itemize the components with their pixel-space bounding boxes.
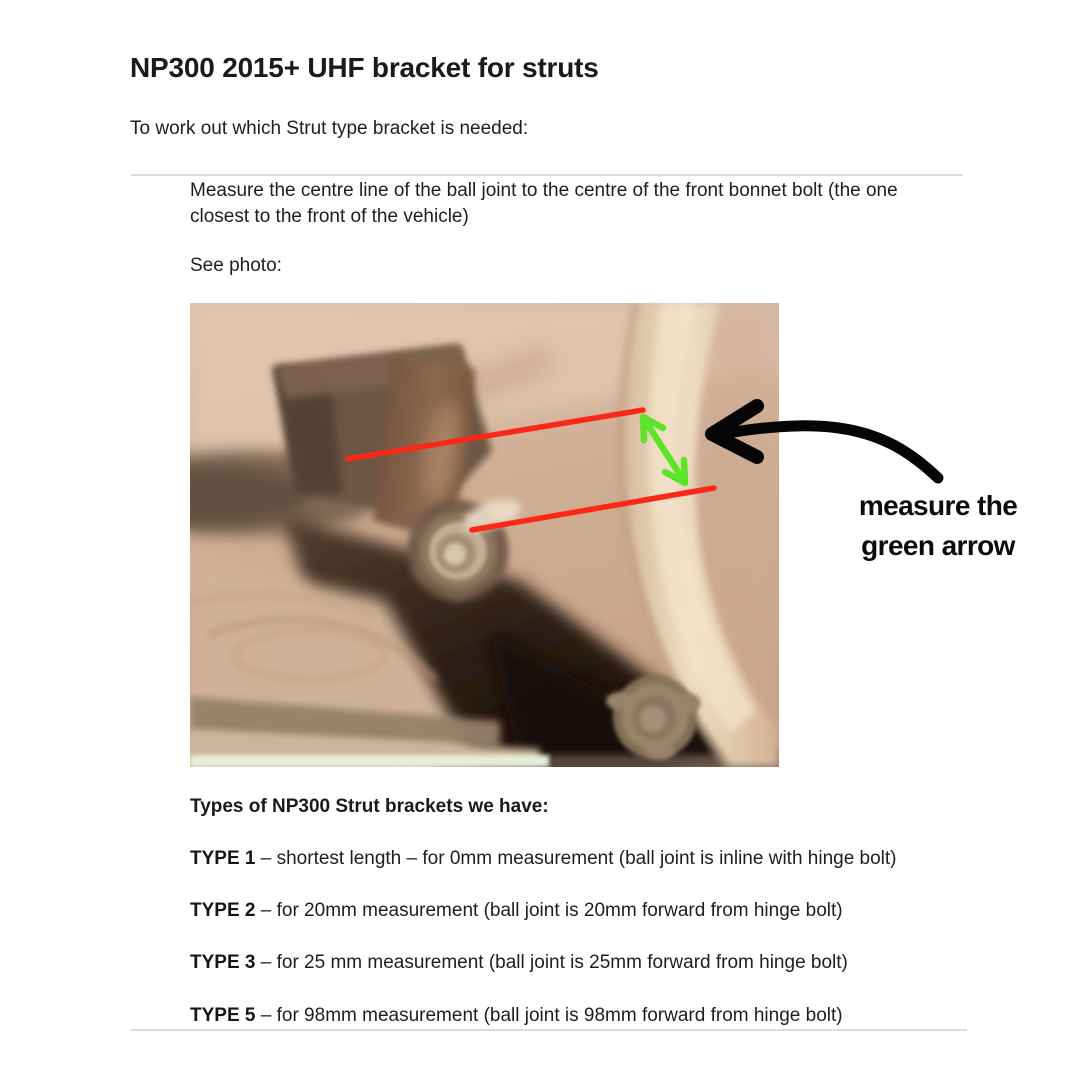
type-3-description: – for 25 mm measurement (ball joint is 25mm forward from hinge bolt): [255, 952, 848, 973]
instruction-paragraph: [190, 178, 898, 230]
strut-photo: [190, 303, 779, 767]
measure-caption: [828, 486, 1048, 566]
divider-top: [131, 174, 963, 176]
photo-green-strip: [190, 755, 550, 767]
type-row-1: [190, 848, 897, 870]
type-1-label: TYPE 1: [190, 848, 256, 869]
instruction-line-1: Measure the centre line of the ball joint to the centre of the front bonnet bolt (the one: [190, 180, 898, 201]
type-row-5: [190, 1005, 843, 1027]
type-2-description: – for 20mm measurement (ball joint is 20mm forward from hinge bolt): [255, 900, 843, 921]
see-photo-label: See photo:: [190, 255, 282, 276]
types-heading: Types of NP300 Strut brackets we have:: [190, 796, 549, 817]
type-1-description: – shortest length – for 0mm measurement (ball joint is inline with hinge bolt): [255, 848, 897, 869]
intro-text: To work out which Strut type bracket is needed:: [130, 118, 529, 139]
type-2-label: TYPE 2: [190, 900, 256, 921]
divider-bottom: [131, 1029, 967, 1031]
measure-caption-line-2: green arrow: [861, 530, 1015, 561]
black-pointer-arrow: [655, 378, 985, 498]
type-5-label: TYPE 5: [190, 1005, 256, 1026]
strut-photo-svg: [190, 303, 779, 767]
type-5-description: – for 98mm measurement (ball joint is 98mm forward from hinge bolt): [255, 1005, 843, 1026]
measure-caption-line-1: measure the: [858, 490, 1018, 521]
instruction-line-2: closest to the front of the vehicle): [190, 206, 469, 227]
type-3-label: TYPE 3: [190, 952, 256, 973]
type-row-2: [190, 900, 843, 922]
type-row-3: [190, 952, 848, 974]
page-title: NP300 2015+ UHF bracket for struts: [130, 52, 599, 83]
